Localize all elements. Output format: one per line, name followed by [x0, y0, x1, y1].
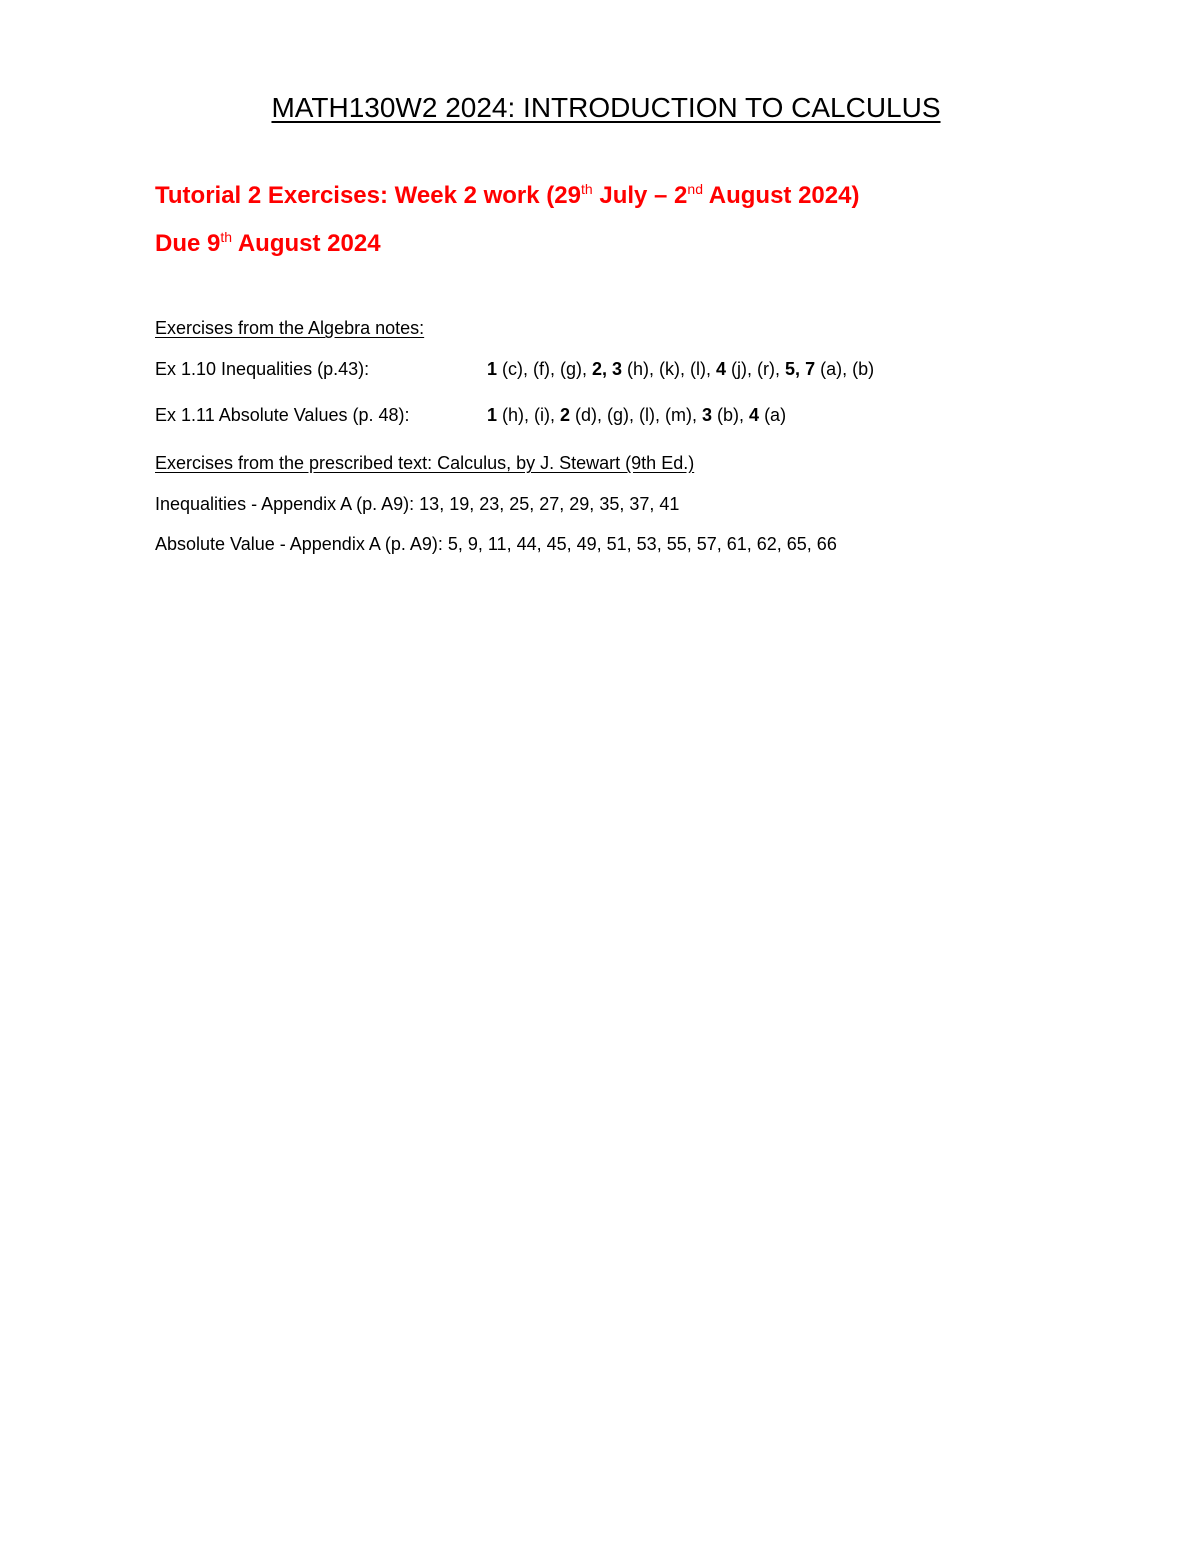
exercise-1-11-line — [155, 405, 786, 426]
stewart-inequalities-line: Inequalities - Appendix A (p. A9): 13, 19, 23, 25, 27, 29, 35, 37, 41 — [155, 494, 680, 514]
exercise-1-10-label: Ex 1.10 Inequalities (p.43): — [155, 359, 370, 379]
ex110-item: , — [795, 359, 806, 379]
algebra-notes-heading: Exercises from the Algebra notes: — [155, 318, 425, 338]
stewart-text-heading: Exercises from the prescribed text: Calculus, by J. Stewart (9th Ed.) — [155, 453, 695, 473]
ex111-item: (b), — [712, 405, 750, 425]
due-heading-part1: Due 9 — [155, 230, 221, 257]
ex110-item: (j), (r), — [726, 359, 786, 379]
ex110-item: 3 — [612, 359, 623, 379]
tutorial-heading-sup2: nd — [687, 181, 703, 197]
ex110-item: 4 — [716, 359, 727, 379]
due-date-heading — [155, 230, 381, 258]
ex111-item: (a) — [759, 405, 787, 425]
due-heading-part2: August 2024 — [232, 230, 381, 257]
ex110-item: 1 — [487, 359, 498, 379]
ex110-item: 2 — [592, 359, 603, 379]
ex110-item: (c), (f), (g), — [497, 359, 592, 379]
tutorial-heading-sup1: th — [580, 181, 593, 197]
tutorial-heading-part3: August 2024) — [702, 182, 860, 209]
ex111-item: (d), (g), (l), (m), — [570, 405, 703, 425]
tutorial-heading-part2: July – 2 — [592, 182, 688, 209]
exercise-1-11-label: Ex 1.11 Absolute Values (p. 48): — [155, 405, 410, 425]
ex110-item: (a), (b) — [815, 359, 875, 379]
ex110-item: , — [602, 359, 613, 379]
ex111-item: 3 — [702, 405, 713, 425]
ex111-item: 4 — [749, 405, 760, 425]
tutorial-heading — [155, 182, 859, 210]
ex110-item: 5 — [785, 359, 796, 379]
due-heading-sup1: th — [220, 229, 233, 245]
ex111-item: 2 — [560, 405, 571, 425]
stewart-absolute-value-line: Absolute Value - Appendix A (p. A9): 5, 9, 11, 44, 45, 49, 51, 53, 55, 57, 61, 62, 65, 66 — [155, 534, 837, 554]
tutorial-heading-part1: Tutorial 2 Exercises: Week 2 work (29 — [155, 182, 581, 209]
exercise-1-10-line — [155, 359, 874, 380]
page-title: MATH130W2 2024: INTRODUCTION TO CALCULUS — [271, 92, 941, 123]
ex110-item: 7 — [805, 359, 816, 379]
ex111-item: (h), (i), — [497, 405, 561, 425]
ex111-item: 1 — [487, 405, 498, 425]
ex110-item: (h), (k), (l), — [622, 359, 717, 379]
